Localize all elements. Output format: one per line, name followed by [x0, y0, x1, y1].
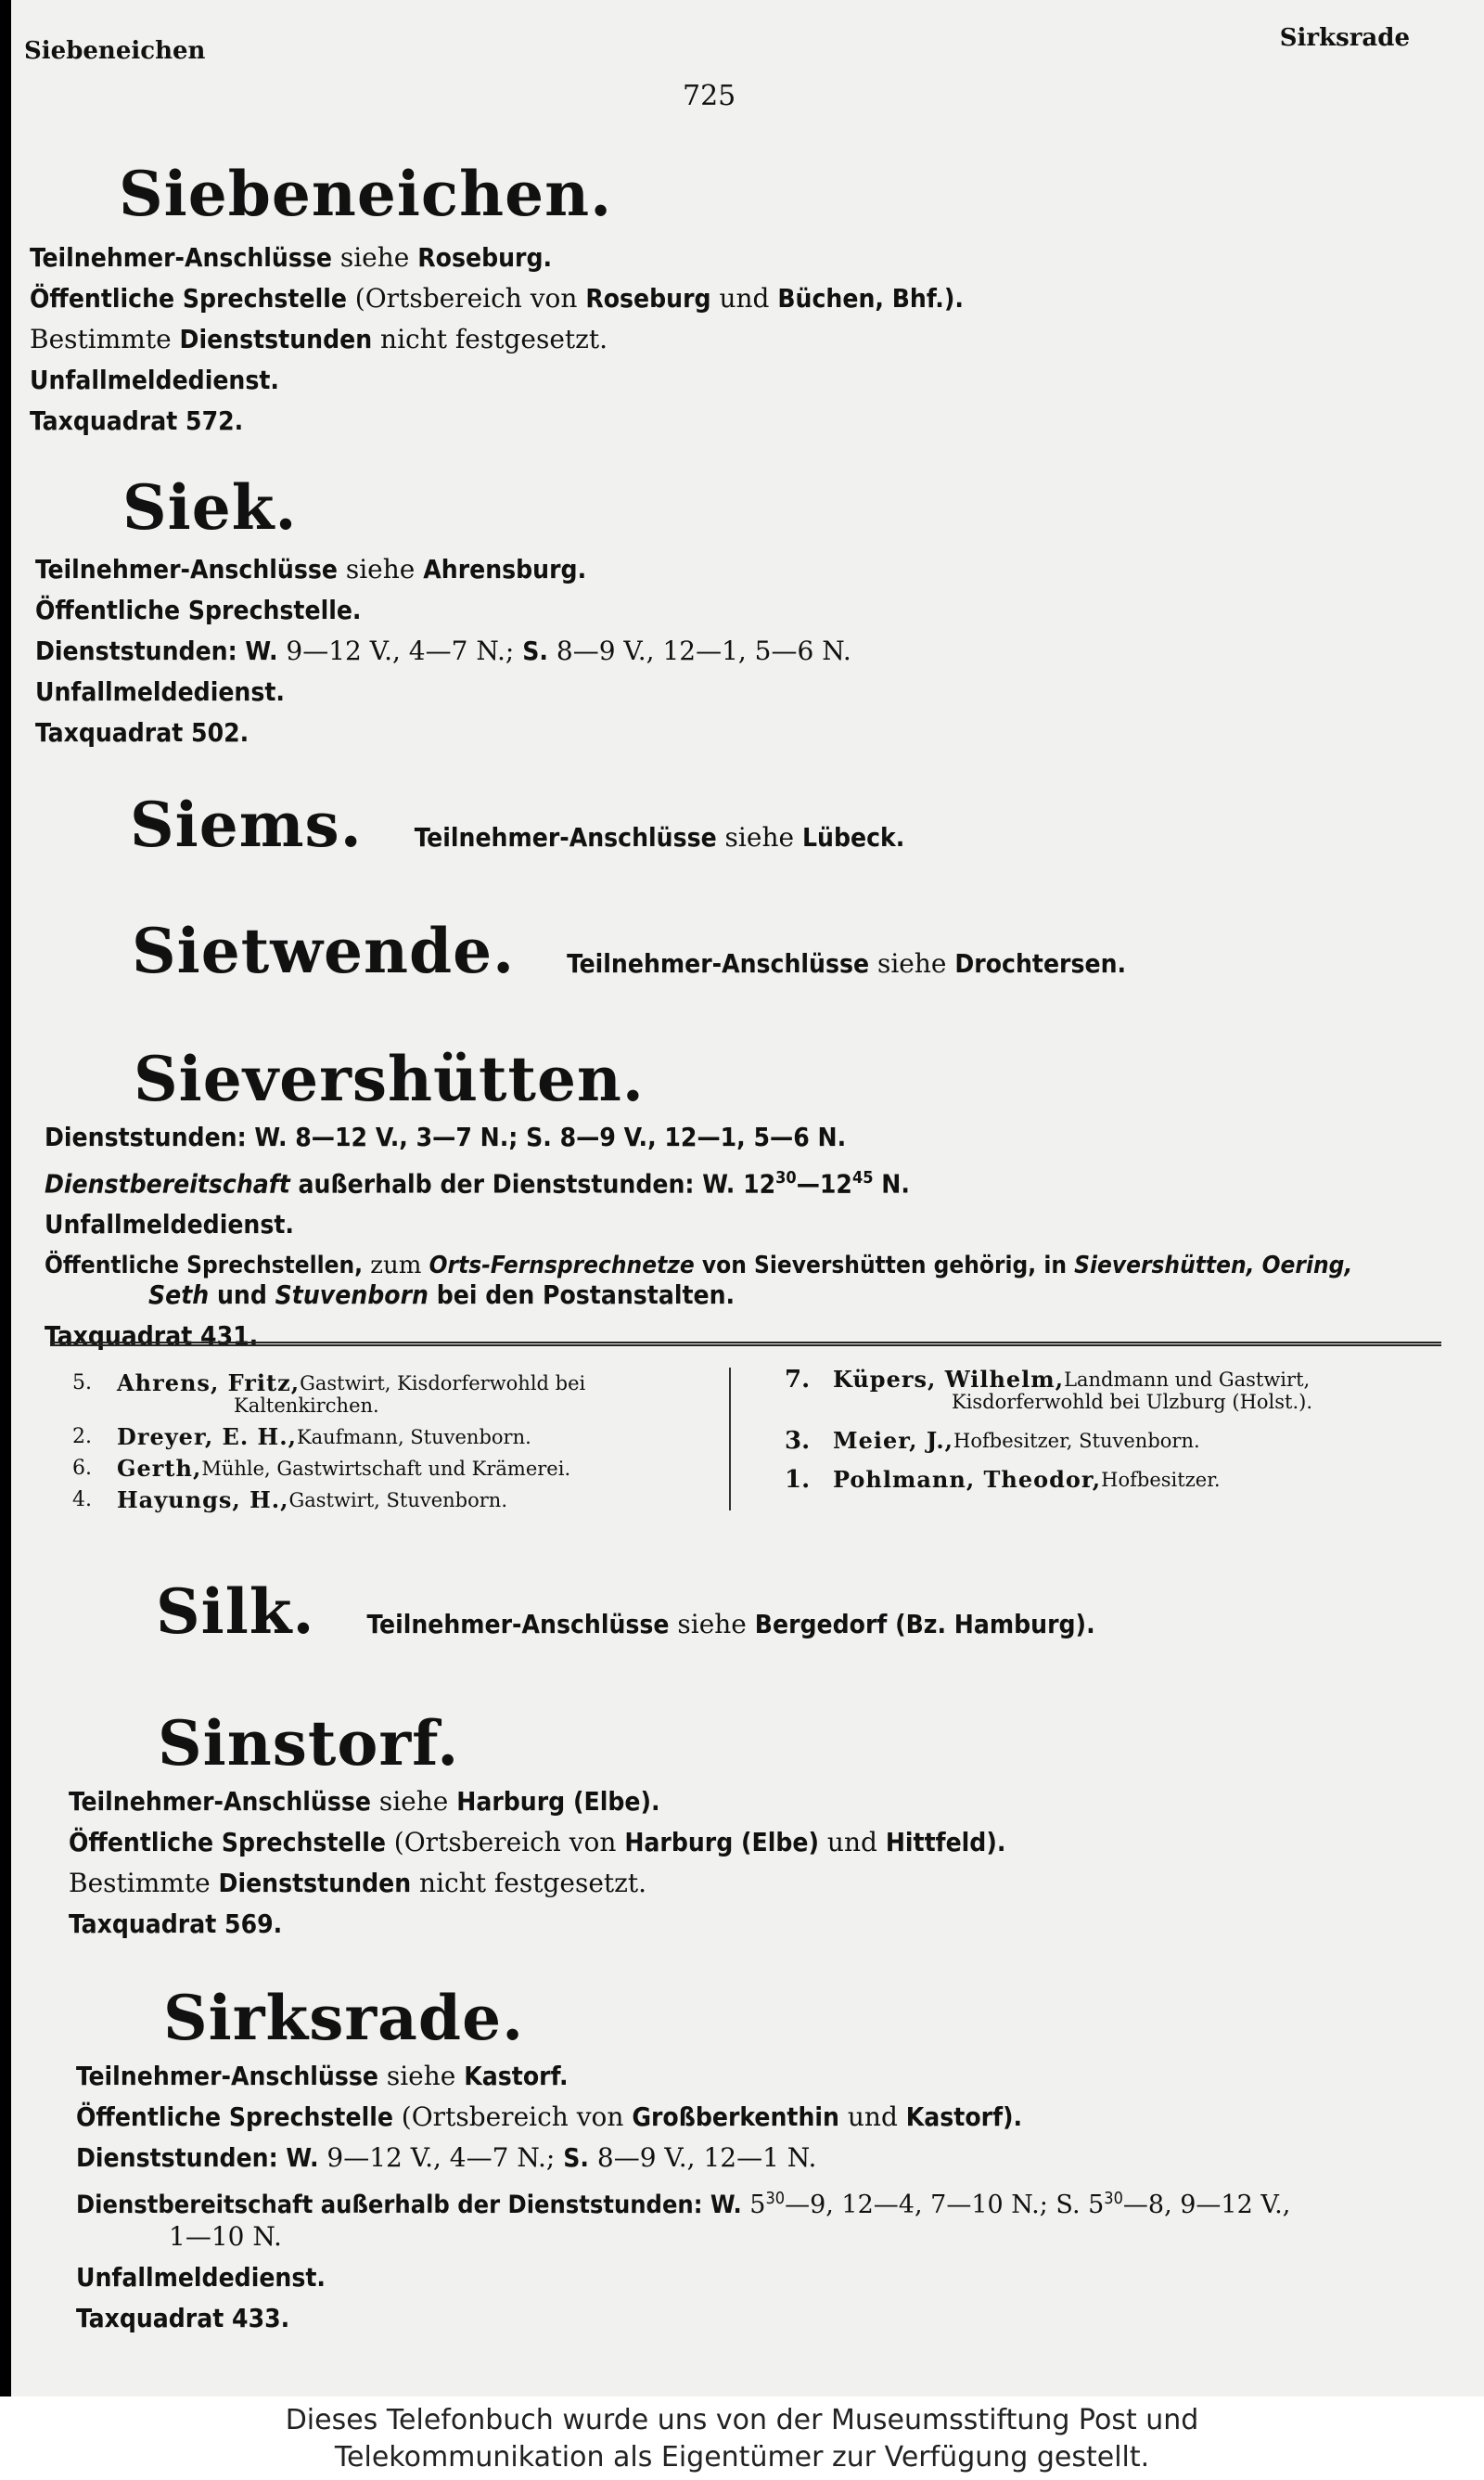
detail-line: [567, 944, 1126, 984]
text-run: 7.: [785, 1366, 811, 1394]
directory-page: [11, 0, 1484, 2396]
text-run: —8, 9—12 V.,: [1122, 2191, 1291, 2219]
text-run: und: [819, 1827, 886, 1857]
text-run: außerhalb der Dienststunden: W. 12: [289, 1168, 776, 1200]
text-run: 30: [1104, 2189, 1123, 2208]
text-run: 5.: [72, 1371, 92, 1394]
text-run: siehe: [377, 2061, 465, 2091]
text-run: Dienststunden: W.: [35, 636, 278, 666]
text-run: Dreyer, E. H.,: [117, 1423, 297, 1450]
text-run: Küpers, Wilhelm,: [833, 1366, 1065, 1393]
text-run: Pohlmann, Theodor,: [833, 1466, 1102, 1493]
text-run: Teilnehmer-Anschlüsse: [414, 822, 717, 853]
place-name: Siems.: [130, 789, 363, 861]
text-run: 4.: [72, 1488, 92, 1511]
text-run: (Ortsbereich von: [385, 1827, 625, 1857]
text-run: —9, 12—4, 7—10 N.; S. 5: [785, 2191, 1105, 2219]
text-run: Teilnehmer-Anschlüsse: [35, 554, 338, 585]
text-run: (Ortsbereich von: [392, 2101, 633, 2132]
text-run: Sievershütten, Oering,: [1074, 1252, 1353, 1280]
text-run: Dienstbereitschaft außerhalb der Dienststunden: W.: [76, 2191, 742, 2219]
divider-rule: [50, 1342, 1441, 1346]
detail-line: Taxquadrat 502.: [35, 717, 249, 748]
text-run: nicht festgesetzt.: [372, 324, 608, 354]
subscriber-row: [72, 1453, 722, 1484]
entry-silk: [156, 1575, 1484, 1648]
text-run: Harburg (Elbe): [624, 1827, 820, 1857]
detail-line: [35, 549, 1484, 590]
text-run: Hittfeld).: [885, 1827, 1006, 1857]
column-divider: [729, 1368, 731, 1510]
text-run: Dienststunden: [179, 324, 373, 354]
text-run: Öffentliche Sprechstelle: [30, 283, 347, 314]
text-run: 45: [851, 1168, 874, 1188]
text-run: Stuvenborn: [275, 1279, 429, 1311]
text-run: 1.: [785, 1466, 811, 1494]
text-run: Kastorf).: [905, 2101, 1023, 2132]
detail-line: Taxquadrat 572.: [30, 405, 244, 436]
text-run: 30: [775, 1168, 797, 1188]
entry-sirksrade-details: [76, 2056, 1484, 2339]
text-run: N.: [873, 1168, 910, 1200]
text-run: Öffentliche Sprechstellen,: [45, 1252, 364, 1280]
entry-siebeneichen: [119, 158, 1484, 230]
text-run: und: [209, 1279, 275, 1311]
subscriber-row: [72, 1484, 722, 1516]
text-run: siehe: [370, 1786, 457, 1817]
text-run: Öffentliche Sprechstelle: [76, 2101, 393, 2132]
text-run: Mühle, Gastwirtschaft und Krämerei.: [201, 1458, 571, 1480]
detail-line: [69, 1781, 1484, 1822]
detail-line: [76, 2178, 1484, 2226]
text-run: siehe: [337, 554, 424, 585]
entry-siek: [122, 471, 1484, 544]
text-run: von Sievershütten gehörig, in: [694, 1252, 1075, 1280]
text-run: Bergedorf (Bz. Hamburg).: [754, 1609, 1095, 1639]
detail-line: [45, 1158, 1484, 1204]
text-run: 8—9 V., 12—1, 5—6 N.: [547, 636, 851, 666]
detail-line: [30, 278, 1484, 319]
subscriber-row: [785, 1425, 1452, 1457]
text-run: Bestimmte: [69, 1868, 219, 1898]
detail-line: Unfallmeldedienst.: [76, 2262, 326, 2293]
text-run: Meier, J.,: [833, 1427, 954, 1454]
footer-line-1: Dieses Telefonbuch wurde uns von der Museumsstiftung Post und: [285, 2404, 1199, 2436]
detail-line: [69, 1822, 1484, 1863]
text-run: zum: [363, 1252, 429, 1280]
text-run: Ahrens, Fritz,: [117, 1369, 301, 1396]
entry-sinstorf-details: [69, 1781, 1484, 1945]
text-run: Gastwirt, Kisdorferwohld bei: [300, 1372, 586, 1394]
entry-siems: [130, 789, 1484, 861]
text-run: Seth: [148, 1279, 210, 1311]
text-run: Großberkenthin: [632, 2101, 839, 2132]
place-name: Sirksrade.: [163, 1982, 525, 2054]
text-run: Öffentliche Sprechstelle: [69, 1827, 386, 1857]
text-run: Drochtersen.: [954, 948, 1127, 979]
text-run: Gerth,: [117, 1455, 202, 1482]
text-run: Landmann und Gastwirt,: [1064, 1368, 1311, 1391]
entry-sievershuetten: [134, 1043, 1484, 1115]
text-run: Kisdorferwohld bei Ulzburg (Holst.).: [952, 1391, 1313, 1413]
running-head-right: Sirksrade: [1279, 24, 1410, 52]
detail-line: [76, 2056, 1484, 2097]
detail-line: Dienststunden: W. 8—12 V., 3—7 N.; S. 8—9 V., 12—1, 5—6 N.: [45, 1122, 847, 1152]
text-run: 5: [741, 2191, 766, 2219]
subscriber-list-right: [785, 1364, 1452, 1496]
place-name: Silk.: [156, 1575, 315, 1648]
place-name: Siebeneichen.: [119, 158, 613, 230]
subscriber-row: [72, 1421, 722, 1453]
text-run: Kaltenkirchen.: [234, 1394, 379, 1417]
footer-line-2: Telekommunikation als Eigentümer zur Verfügung gestellt.: [334, 2441, 1150, 2474]
text-run: Roseburg.: [417, 242, 553, 273]
detail-line: Unfallmeldedienst.: [45, 1209, 294, 1240]
detail-line: Unfallmeldedienst.: [35, 676, 285, 707]
place-name: Sievershütten.: [134, 1043, 645, 1115]
text-run: nicht festgesetzt.: [411, 1868, 647, 1898]
text-run: Büchen, Bhf.).: [777, 283, 964, 314]
text-run: 6.: [72, 1457, 92, 1480]
entry-sievershuetten-details: [45, 1117, 1484, 1356]
detail-line: 1—10 N.: [169, 2221, 282, 2252]
text-run: siehe: [716, 822, 802, 853]
detail-line: Taxquadrat 431.: [45, 1320, 259, 1352]
text-run: 30: [765, 2189, 786, 2208]
text-run: Bestimmte: [30, 324, 180, 354]
entry-siek-details: [35, 549, 1484, 753]
text-run: Dienststunden: W.: [76, 2142, 319, 2173]
text-run: Dienststunden: [218, 1868, 412, 1898]
text-run: siehe: [669, 1609, 755, 1639]
text-run: Hofbesitzer.: [1101, 1469, 1221, 1491]
detail-line: [30, 319, 1484, 360]
detail-line: Unfallmeldedienst.: [30, 365, 279, 395]
detail-line: [76, 2097, 1484, 2138]
text-run: Ahrensburg.: [423, 554, 587, 585]
text-run: 8—9 V., 12—1 N.: [588, 2142, 817, 2173]
text-run: Lübeck.: [801, 822, 905, 853]
text-run: siehe: [869, 948, 955, 979]
text-run: und: [710, 283, 778, 314]
text-run: 2.: [72, 1425, 92, 1448]
text-run: 9—12 V., 4—7 N.;: [277, 636, 523, 666]
text-run: Gastwirt, Stuvenborn.: [288, 1489, 507, 1511]
detail-line: [367, 1604, 1095, 1645]
running-head-left: Siebeneichen: [24, 37, 206, 65]
detail-line: [69, 1863, 1484, 1904]
text-run: S.: [563, 2142, 589, 2173]
entry-sietwende: [132, 915, 1484, 987]
text-run: Kaufmann, Stuvenborn.: [296, 1426, 531, 1448]
place-name: Siek.: [122, 471, 298, 544]
text-run: siehe: [331, 242, 418, 273]
text-run: Teilnehmer-Anschlüsse: [76, 2061, 378, 2091]
text-run: Harburg (Elbe).: [456, 1786, 660, 1817]
place-name: Sietwende.: [132, 915, 516, 987]
text-run: Kastorf.: [464, 2061, 569, 2091]
entry-siebeneichen-details: [30, 238, 1484, 442]
text-run: und: [838, 2101, 906, 2132]
footer-notice: [0, 2396, 1484, 2480]
entry-sirksrade: [163, 1982, 1484, 2054]
page-number: 725: [683, 80, 736, 112]
text-run: Teilnehmer-Anschlüsse: [366, 1609, 670, 1639]
text-run: S.: [522, 636, 548, 666]
text-run: Teilnehmer-Anschlüsse: [567, 948, 870, 979]
detail-line: Taxquadrat 569.: [69, 1908, 283, 1939]
text-run: 3.: [785, 1427, 811, 1455]
text-run: —12: [796, 1168, 852, 1200]
detail-line: [35, 631, 1484, 672]
text-run: Dienstbereitschaft: [45, 1168, 290, 1200]
text-run: 9—12 V., 4—7 N.;: [318, 2142, 564, 2173]
subscriber-list-left: [72, 1368, 722, 1516]
text-run: (Ortsbereich von: [346, 283, 586, 314]
text-run: Orts-Fernsprechnetze: [429, 1252, 695, 1280]
detail-line: [76, 2138, 1484, 2178]
subscriber-row: [785, 1464, 1452, 1496]
detail-line: [415, 817, 905, 858]
text-run: Hayungs, H.,: [117, 1486, 289, 1513]
place-name: Sinstorf.: [158, 1707, 460, 1780]
detail-line: Taxquadrat 433.: [76, 2303, 290, 2333]
detail-line: Öffentliche Sprechstelle.: [35, 595, 362, 625]
entry-sinstorf: [158, 1707, 1484, 1780]
text-run: Roseburg: [585, 283, 711, 314]
detail-line: [30, 238, 1484, 278]
text-run: Hofbesitzer, Stuvenborn.: [953, 1430, 1200, 1452]
text-run: Teilnehmer-Anschlüsse: [30, 242, 332, 273]
text-run: bei den Postanstalten.: [428, 1279, 736, 1311]
text-run: Teilnehmer-Anschlüsse: [69, 1786, 371, 1817]
